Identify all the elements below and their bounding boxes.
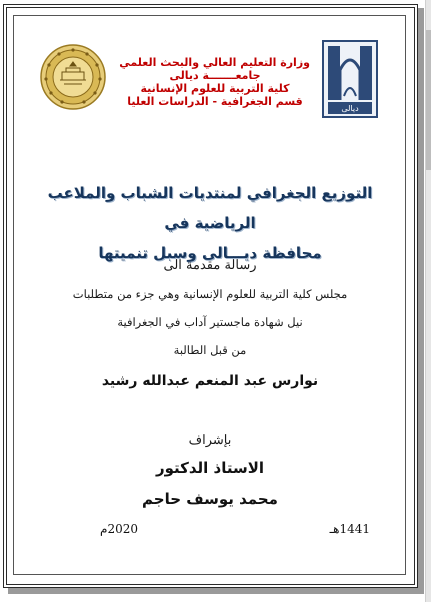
college-name: كلية التربية للعلوم الإنسانية [140,82,290,95]
college-crest-icon [322,40,378,118]
ministry-name: وزارة التعليم العالي والبحث العلمي [119,56,310,69]
scrollbar-thumb[interactable] [426,30,431,170]
council-text: مجلس كلية التربية للعلوم الإنسانية وهي جزء من متطلبات [72,287,348,301]
university-name: جامعـــــــة ديالى [169,69,261,82]
thesis-title [20,178,400,268]
university-seal-icon [40,44,106,110]
crest-label: ديالى [341,104,359,113]
supervisor-name: محمد يوسف حاجم [142,490,278,508]
page-shadow-right [418,8,424,592]
vertical-scrollbar[interactable] [425,0,431,602]
supervisor-rank: الاستاذ الدكتور [155,459,265,477]
by-student-text: من قبل الطالبة [173,343,247,357]
page-shadow-bottom [8,588,424,594]
thesis-title-line-1: التوزيع الجغرافي لمنتديات الشباب والملاعب الرياضية في [47,184,373,232]
thesis-title-line-2: محافظة ديـــالى وسبل تنميتها [98,244,322,262]
date-hijri: 1441هـ [329,522,370,536]
supervision-label: بإشراف [188,433,232,448]
degree-text: نيل شهادة ماجستير آداب في الجغرافية [117,315,303,329]
submitted-to-text: رسالة مقدمة الى [163,258,257,273]
student-name: نوارس عبد المنعم عبدالله رشيد [101,373,319,389]
department-name: قسم الجغرافية - الدراسات العليا [127,95,303,108]
institution-header [120,56,310,108]
date-gregorian: 2020م [100,522,138,536]
